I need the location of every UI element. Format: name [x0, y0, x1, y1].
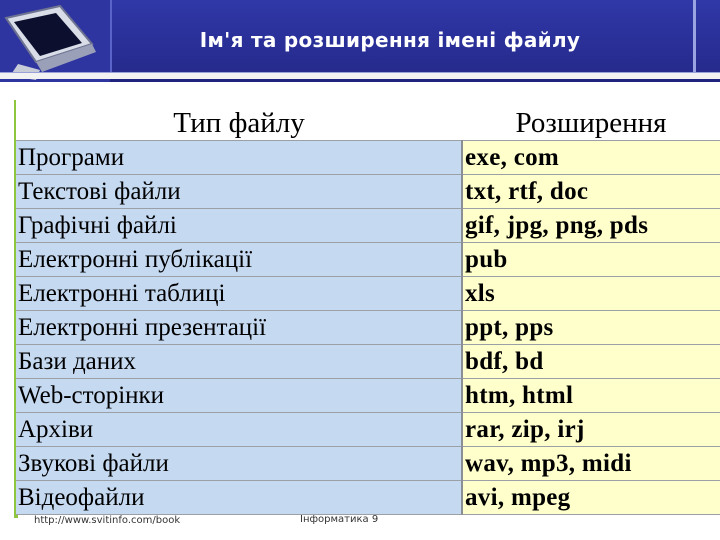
extension-cell: ppt, pps [462, 311, 720, 345]
table-row [16, 141, 720, 175]
extension-cell: htm, html [462, 379, 720, 413]
file-type-cell: Електронні таблиці [16, 277, 462, 311]
table-row [16, 311, 720, 345]
table-row [16, 175, 720, 209]
table-row [16, 481, 720, 515]
extension-cell: bdf, bd [462, 345, 720, 379]
header-divider [693, 0, 696, 72]
table-row [16, 379, 720, 413]
file-type-cell: Web-сторінки [16, 379, 462, 413]
header-underline [0, 72, 720, 79]
table-header-row [16, 100, 720, 141]
slide-header [0, 0, 720, 82]
table-row [16, 277, 720, 311]
table-row [16, 447, 720, 481]
header-extension: Розширення [462, 100, 720, 141]
extension-cell: pub [462, 243, 720, 277]
table-row [16, 209, 720, 243]
file-types-table [16, 100, 720, 520]
extension-cell: avi, mpeg [462, 481, 720, 515]
file-type-cell: Відеофайли [16, 481, 462, 515]
extension-cell: rar, zip, irj [462, 413, 720, 447]
file-type-cell: Текстові файли [16, 175, 462, 209]
table-row [16, 345, 720, 379]
slide-title: Ім'я та розширення імені файлу [199, 28, 581, 52]
header-file-type: Тип файлу [16, 100, 462, 141]
table-row [16, 413, 720, 447]
table-row [16, 243, 720, 277]
file-type-cell: Бази даних [16, 345, 462, 379]
footer-course: Інформатика 9 [300, 514, 379, 525]
file-type-cell: Електронні публікації [16, 243, 462, 277]
extension-cell: exe, com [462, 141, 720, 175]
file-type-cell: Програми [16, 141, 462, 175]
computer-monitor-icon [0, 0, 110, 82]
file-type-cell: Звукові файли [16, 447, 462, 481]
extension-cell: xls [462, 277, 720, 311]
file-type-cell: Архіви [16, 413, 462, 447]
file-type-cell: Графічні файлі [16, 209, 462, 243]
file-type-cell: Електронні презентації [16, 311, 462, 345]
footer-url: http://www.svitinfo.com/book [34, 515, 181, 526]
extension-cell: txt, rtf, doc [462, 175, 720, 209]
extension-cell: wav, mp3, midi [462, 447, 720, 481]
extension-cell: gif, jpg, png, pds [462, 209, 720, 243]
